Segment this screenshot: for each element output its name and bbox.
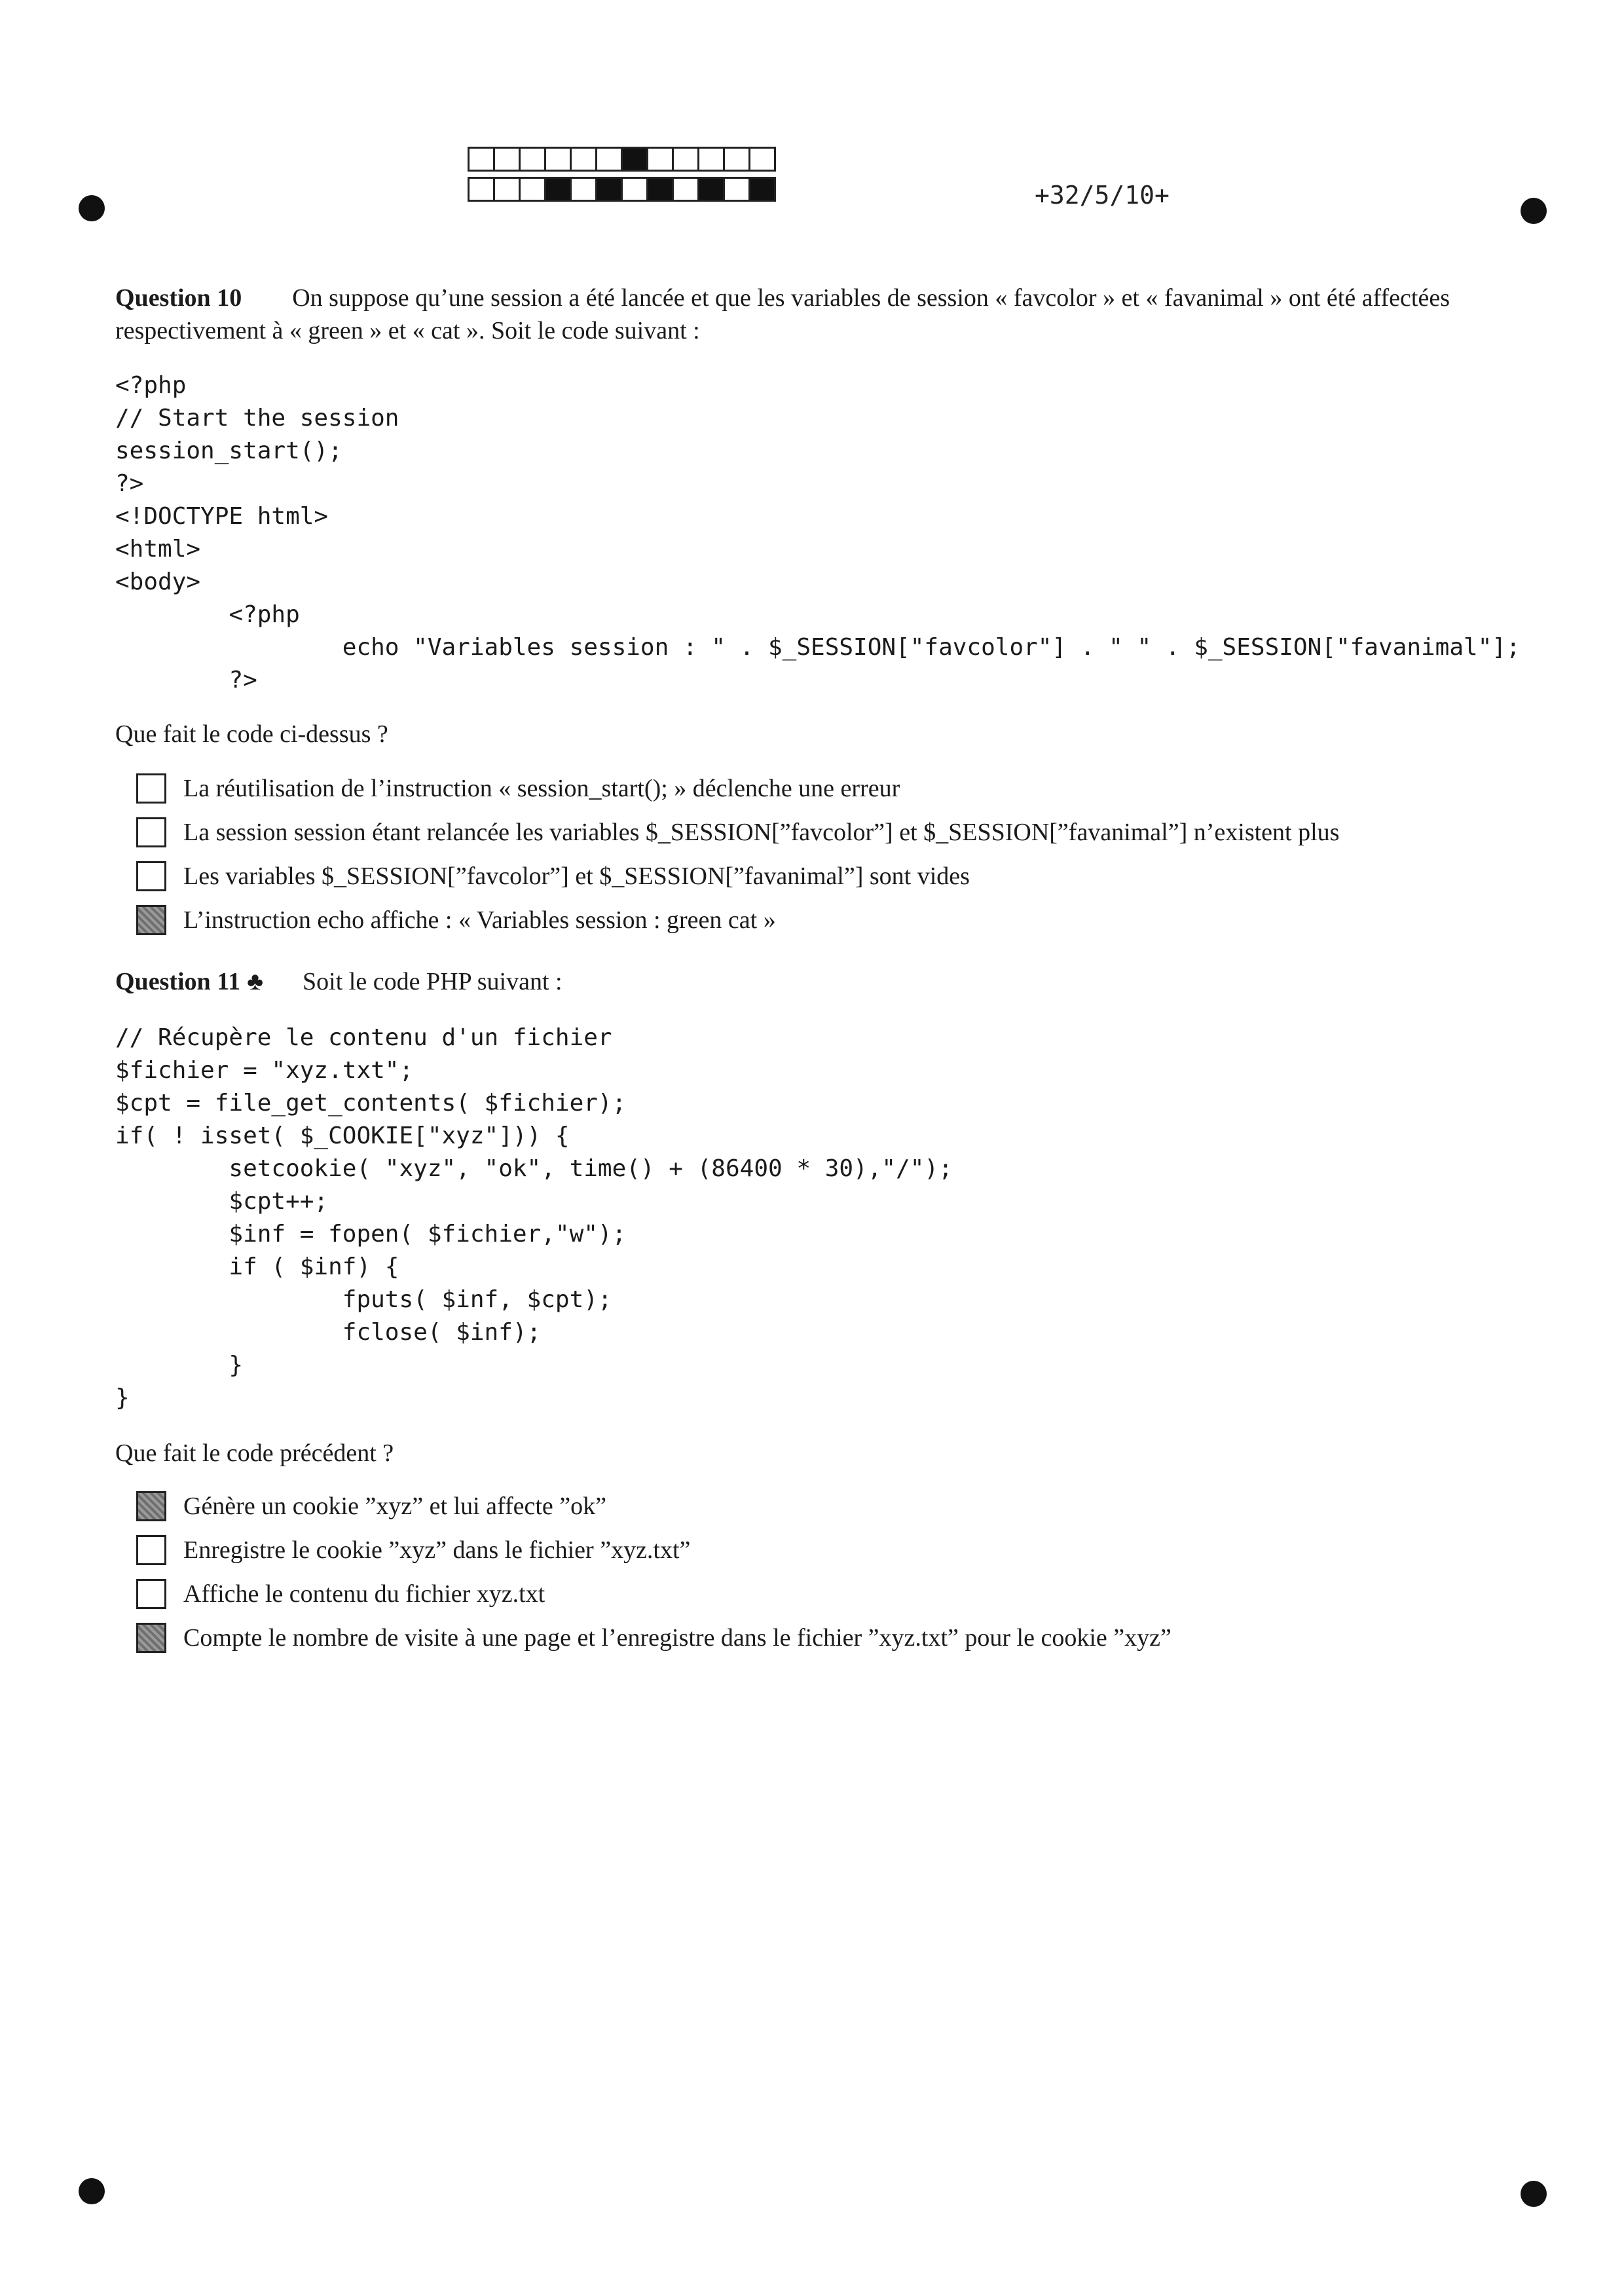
grid-cell-empty	[470, 149, 495, 170]
checkbox[interactable]	[136, 1491, 166, 1521]
question-11-heading	[115, 965, 1517, 998]
question-label: Question 10	[115, 284, 242, 312]
registration-mark-top-right	[1521, 198, 1547, 224]
registration-mark-bottom-left	[79, 2178, 105, 2204]
page-id: +32/5/10+	[1035, 181, 1170, 210]
grid-cell-empty	[495, 149, 521, 170]
grid-cell-filled	[699, 179, 725, 200]
grid-cell-empty	[495, 179, 521, 200]
answer-text: Enregistre le cookie ”xyz” dans le fichier ”xyz.txt”	[183, 1536, 691, 1564]
answer-text: Les variables $_SESSION[”favcolor”] et $_SESSION[”favanimal”] sont vides	[183, 862, 970, 890]
answer-option[interactable]	[136, 854, 1339, 898]
answer-option[interactable]	[136, 1484, 1172, 1528]
grid-cell-filled	[546, 179, 572, 200]
registration-mark-bottom-right	[1521, 2181, 1547, 2207]
id-grid-row-top	[468, 147, 776, 172]
checkbox[interactable]	[136, 861, 166, 891]
answer-text: La réutilisation de l’instruction « session_start(); » déclenche une erreur	[183, 774, 900, 802]
grid-cell-empty	[546, 149, 572, 170]
answer-option[interactable]	[136, 1616, 1172, 1659]
grid-cell-empty	[623, 179, 648, 200]
checkbox[interactable]	[136, 773, 166, 804]
grid-cell-empty	[725, 149, 750, 170]
question-text: On suppose qu’une session a été lancée et que les variables de session « favcolor » et « favanimal » ont été affectées respectivement à « green » et « cat ». Soit le code suivant :	[115, 284, 1450, 344]
grid-cell-empty	[470, 179, 495, 200]
grid-cell-empty	[521, 149, 546, 170]
grid-cell-empty	[725, 179, 750, 200]
checkbox[interactable]	[136, 1579, 166, 1609]
grid-cell-empty	[674, 179, 699, 200]
question-prompt: Que fait le code ci-dessus ?	[115, 720, 388, 748]
club-icon: ♣	[247, 968, 264, 995]
answer-option[interactable]	[136, 810, 1339, 854]
code-block: <?php // Start the session session_start(); ?> <!DOCTYPE html> <html> <body> <?php echo "Variables session : " . $_SESSION["favcolor"] . " " . $_SESSION["favanimal"]; ?>	[115, 372, 1521, 694]
checkbox[interactable]	[136, 905, 166, 935]
grid-cell-filled	[623, 149, 648, 170]
answer-option[interactable]	[136, 1528, 1172, 1572]
grid-cell-filled	[597, 179, 623, 200]
answer-option[interactable]	[136, 766, 1339, 810]
answer-text: Affiche le contenu du fichier xyz.txt	[183, 1580, 545, 1608]
grid-cell-empty	[572, 149, 597, 170]
grid-cell-empty	[750, 149, 776, 170]
question-10-heading	[115, 282, 1517, 347]
checkbox[interactable]	[136, 817, 166, 847]
answer-option[interactable]	[136, 1572, 1172, 1616]
question-prompt: Que fait le code précédent ?	[115, 1439, 394, 1467]
grid-cell-empty	[597, 149, 623, 170]
answer-text: Compte le nombre de visite à une page et l’enregistre dans le fichier ”xyz.txt” pour le cookie ”xyz”	[183, 1623, 1172, 1652]
checkbox[interactable]	[136, 1535, 166, 1565]
grid-cell-empty	[572, 179, 597, 200]
grid-cell-empty	[648, 149, 674, 170]
answer-option[interactable]	[136, 898, 1339, 942]
grid-cell-empty	[521, 179, 546, 200]
answer-text: La session session étant relancée les variables $_SESSION[”favcolor”] et $_SESSION[”favanimal”] n’existent plus	[183, 818, 1340, 846]
answer-list	[136, 1484, 1172, 1659]
registration-mark-top-left	[79, 195, 105, 221]
grid-cell-empty	[699, 149, 725, 170]
checkbox[interactable]	[136, 1623, 166, 1653]
grid-cell-filled	[750, 179, 776, 200]
id-grid-row-bottom	[468, 177, 776, 202]
answer-text: Génère un cookie ”xyz” et lui affecte ”ok”	[183, 1492, 606, 1520]
grid-cell-filled	[648, 179, 674, 200]
answer-text: L’instruction echo affiche : « Variables session : green cat »	[183, 906, 776, 934]
question-label: Question 11	[115, 968, 241, 995]
code-block: // Récupère le contenu d'un fichier $fichier = "xyz.txt"; $cpt = file_get_contents( $fichier); if( ! isset( $_COOKIE["xyz"])) { setcookie( "xyz", "ok", time() + (86400 * 30),"/"); $cpt++; $inf = fopen( $fichier,"w"); if ( $inf) { fputs( $inf, $cpt); fclose( $inf); } }	[115, 1024, 953, 1411]
question-text: Soit le code PHP suivant :	[303, 968, 563, 995]
answer-list	[136, 766, 1339, 942]
grid-cell-empty	[674, 149, 699, 170]
